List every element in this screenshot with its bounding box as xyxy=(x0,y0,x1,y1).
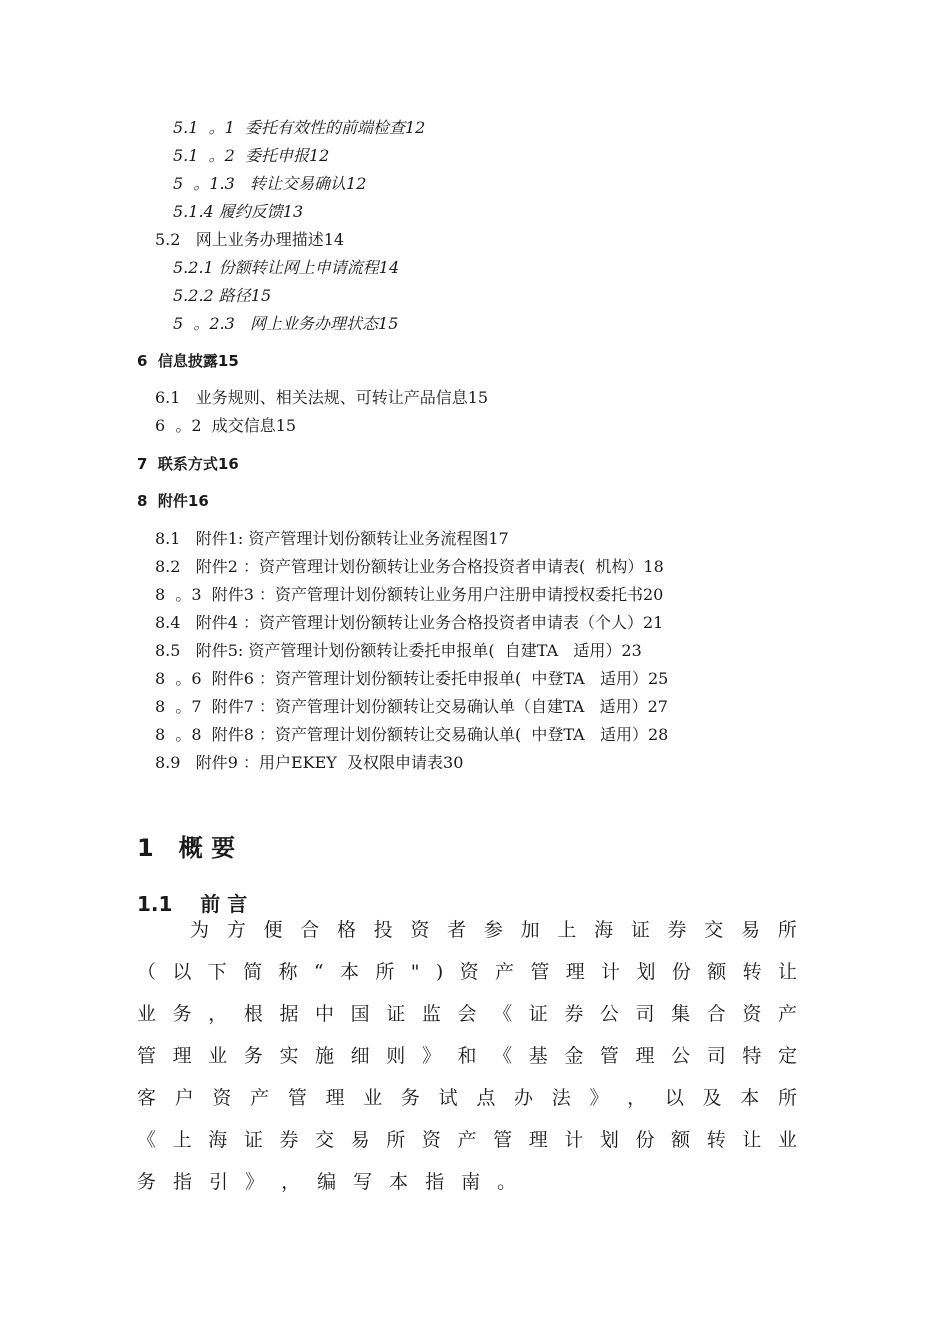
paragraph-line: 为 方 便 合 格 投 资 者 参 加 上 海 证 券 交 易 所 xyxy=(190,919,797,941)
paragraph-line: （ 以 下 简 称 “ 本 所 " ) 资 产 管 理 计 划 份 额 转 让 xyxy=(137,961,797,983)
toc-entry[interactable]: 6.1 业务规则、相关法规、可转让产品信息15 xyxy=(155,388,489,407)
paragraph-line: 务 指 引 》 ， 编 写 本 指 南 。 xyxy=(137,1171,517,1193)
toc-entry[interactable]: 8.5 附件5: 资产管理计划份额转让委托申报单( 自建TA 适用）23 xyxy=(155,641,642,660)
toc-entry[interactable]: 5.2 网上业务办理描述14 xyxy=(155,230,345,249)
paragraph-line: 《 上 海 证 券 交 易 所 资 产 管 理 计 划 份 额 转 让 业 xyxy=(137,1129,797,1151)
toc-entry[interactable]: 8.4 附件4 ：资产管理计划份额转让业务合格投资者申请表（个人）21 xyxy=(155,613,664,632)
paragraph-line: 管 理 业 务 实 施 细 则 》 和 《 基 金 管 理 公 司 特 定 xyxy=(137,1045,797,1067)
toc-entry[interactable]: 5.1 。2 委托申报12 xyxy=(173,146,330,165)
toc-entry[interactable]: 8.1 附件1: 资产管理计划份额转让业务流程图17 xyxy=(155,529,509,548)
toc-entry[interactable]: 8 附件16 xyxy=(137,492,209,510)
toc-entry[interactable]: 5 。2.3 网上业务办理状态15 xyxy=(173,314,399,333)
toc-entry[interactable]: 5 。1.3 转让交易确认12 xyxy=(173,174,367,193)
toc-entry[interactable]: 8 。3 附件3 ：资产管理计划份额转让业务用户注册申请授权委托书20 xyxy=(155,585,664,604)
toc-entry[interactable]: 5.2.2 路径15 xyxy=(173,286,272,305)
section-heading: 1 概 要 xyxy=(137,834,236,862)
subsection-heading: 1.1 前 言 xyxy=(137,892,248,916)
toc-entry[interactable]: 5.2.1 份额转让网上申请流程14 xyxy=(173,258,400,277)
toc-entry[interactable]: 8 。8 附件8 ：资产管理计划份额转让交易确认单( 中登TA 适用）28 xyxy=(155,725,669,744)
toc-entry[interactable]: 7 联系方式16 xyxy=(137,455,239,473)
toc-entry[interactable]: 6 。2 成交信息15 xyxy=(155,416,297,435)
paragraph-line: 业 务 ， 根 据 中 国 证 监 会 《 证 券 公 司 集 合 资 产 xyxy=(137,1003,797,1025)
toc-entry[interactable]: 8.2 附件2 ：资产管理计划份额转让业务合格投资者申请表( 机构）18 xyxy=(155,557,664,576)
paragraph-line: 客 户 资 产 管 理 业 务 试 点 办 法 》 ， 以 及 本 所 xyxy=(137,1087,797,1109)
toc-entry[interactable]: 6 信息披露15 xyxy=(137,352,239,370)
toc-entry[interactable]: 8.9 附件9 ：用户EKEY 及权限申请表30 xyxy=(155,753,464,772)
toc-entry[interactable]: 8 。7 附件7 ：资产管理计划份额转让交易确认单（自建TA 适用）27 xyxy=(155,697,668,716)
toc-entry[interactable]: 5.1 。1 委托有效性的前端检查12 xyxy=(173,118,426,137)
toc-entry[interactable]: 8 。6 附件6 ：资产管理计划份额转让委托申报单( 中登TA 适用）25 xyxy=(155,669,669,688)
toc-entry[interactable]: 5.1.4 履约反馈13 xyxy=(173,202,304,221)
